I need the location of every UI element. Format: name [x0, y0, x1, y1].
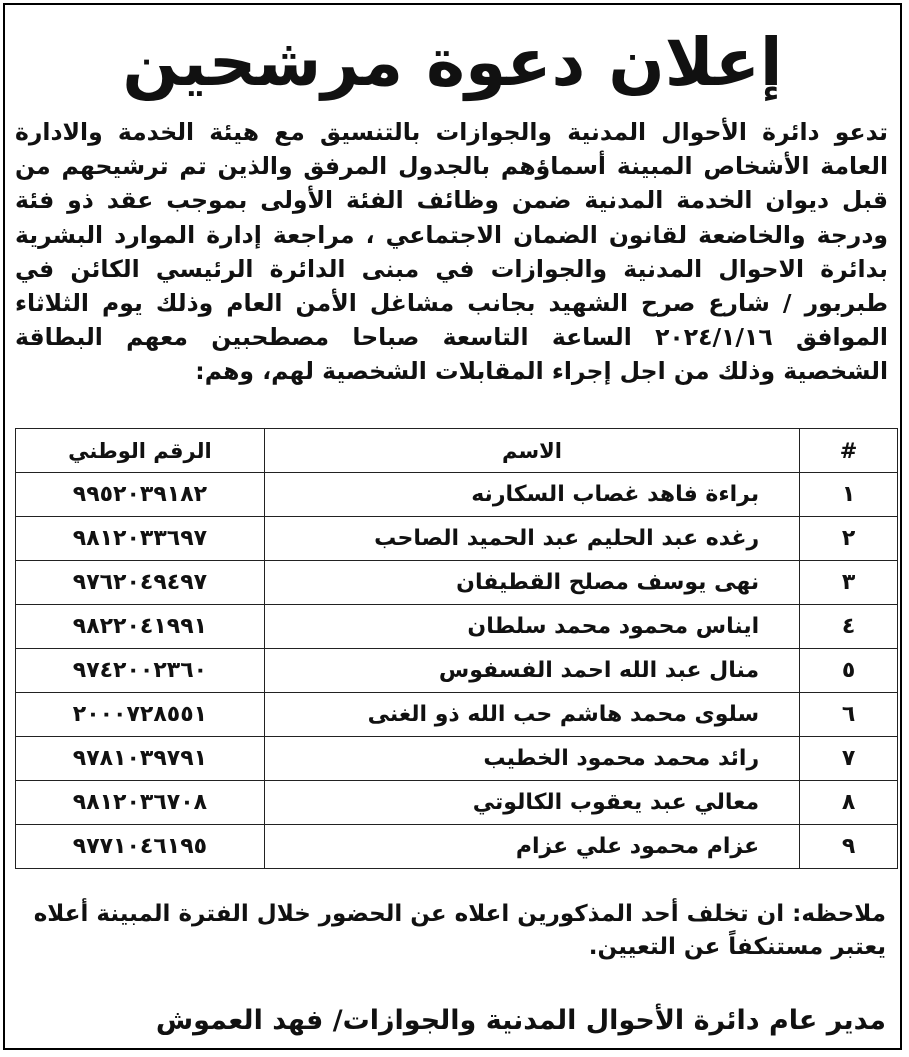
header-national-id: الرقم الوطني: [16, 429, 265, 473]
table-row: [16, 649, 898, 693]
table-row: [16, 517, 898, 561]
candidates-table: [15, 428, 898, 869]
row-name: معالي عبد يعقوب الكالوتي: [264, 781, 799, 825]
row-national-id: ٩٧٨١٠٣٩٧٩١: [16, 737, 265, 781]
table-row: [16, 561, 898, 605]
announcement-intro: تدعو دائرة الأحوال المدنية والجوازات بالتنسيق مع هيئة الخدمة والادارة العامة الأشخاص المبينة أسماؤهم بالجدول المرفق والذين تم ترشيحهم من قبل ديوان الخدمة المدنية ضمن وظائف الفئة الأولى بموجب عقد ذو فئة ودرجة والخاضعة لقانون الضمان الاجتماعي ، مراجعة إدارة الموارد البشرية بدائرة الاحوال المدنية والجوازات في مبنى الدائرة الرئيسي الكائن في طبربور / شارع صرح الشهيد بجانب مشاغل الأمن العام وذلك يوم الثلاثاء الموافق ٢٠٢٤/١/١٦ الساعة التاسعة صباحا مصطحبين معهم البطاقة الشخصية وذلك من اجل إجراء المقابلات الشخصية لهم، وهم:: [15, 118, 888, 386]
row-name: سلوى محمد هاشم حب الله ذو الغنى: [264, 693, 799, 737]
row-number: ١: [800, 473, 898, 517]
row-name: عزام محمود علي عزام: [264, 825, 799, 869]
table-row: [16, 781, 898, 825]
table-header-row: [16, 429, 898, 473]
table-row: [16, 473, 898, 517]
row-number: ٧: [800, 737, 898, 781]
row-number: ٩: [800, 825, 898, 869]
row-name: منال عبد الله احمد الفسفوس: [264, 649, 799, 693]
row-national-id: ٢٠٠٠٧٢٨٥٥١: [16, 693, 265, 737]
row-national-id: ٩٨١٢٠٣٦٧٠٨: [16, 781, 265, 825]
row-national-id: ٩٧٤٢٠٠٢٣٦٠: [16, 649, 265, 693]
attendance-note: ملاحظه: ان تخلف أحد المذكورين اعلاه عن الحضور خلال الفترة المبينة أعلاه يعتبر مستنكفاً عن التعيين.: [33, 901, 886, 960]
announcement-title: إعلان دعوة مرشحين: [122, 24, 783, 101]
table-row: [16, 737, 898, 781]
row-name: نهى يوسف مصلح القطيفان: [264, 561, 799, 605]
table-row: [16, 825, 898, 869]
row-number: ٥: [800, 649, 898, 693]
row-name: ايناس محمود محمد سلطان: [264, 605, 799, 649]
header-name: الاسم: [264, 429, 799, 473]
row-national-id: ٩٨٢٢٠٤١٩٩١: [16, 605, 265, 649]
row-national-id: ٩٨١٢٠٣٣٦٩٧: [16, 517, 265, 561]
row-number: ٦: [800, 693, 898, 737]
row-name: رائد محمد محمود الخطيب: [264, 737, 799, 781]
director-signature-line: مدير عام دائرة الأحوال المدنية والجوازات/ فهد العموش: [155, 1005, 886, 1036]
row-number: ٣: [800, 561, 898, 605]
announcement-frame: [3, 3, 902, 1050]
row-number: ٨: [800, 781, 898, 825]
row-national-id: ٩٩٥٢٠٣٩١٨٢: [16, 473, 265, 517]
row-name: براءة فاهد غصاب السكارنه: [264, 473, 799, 517]
row-national-id: ٩٧٧١٠٤٦١٩٥: [16, 825, 265, 869]
table-row: [16, 605, 898, 649]
row-name: رغده عبد الحليم عبد الحميد الصاحب: [264, 517, 799, 561]
row-number: ٢: [800, 517, 898, 561]
row-number: ٤: [800, 605, 898, 649]
header-number: #: [800, 429, 898, 473]
row-national-id: ٩٧٦٢٠٤٩٤٩٧: [16, 561, 265, 605]
table-row: [16, 693, 898, 737]
